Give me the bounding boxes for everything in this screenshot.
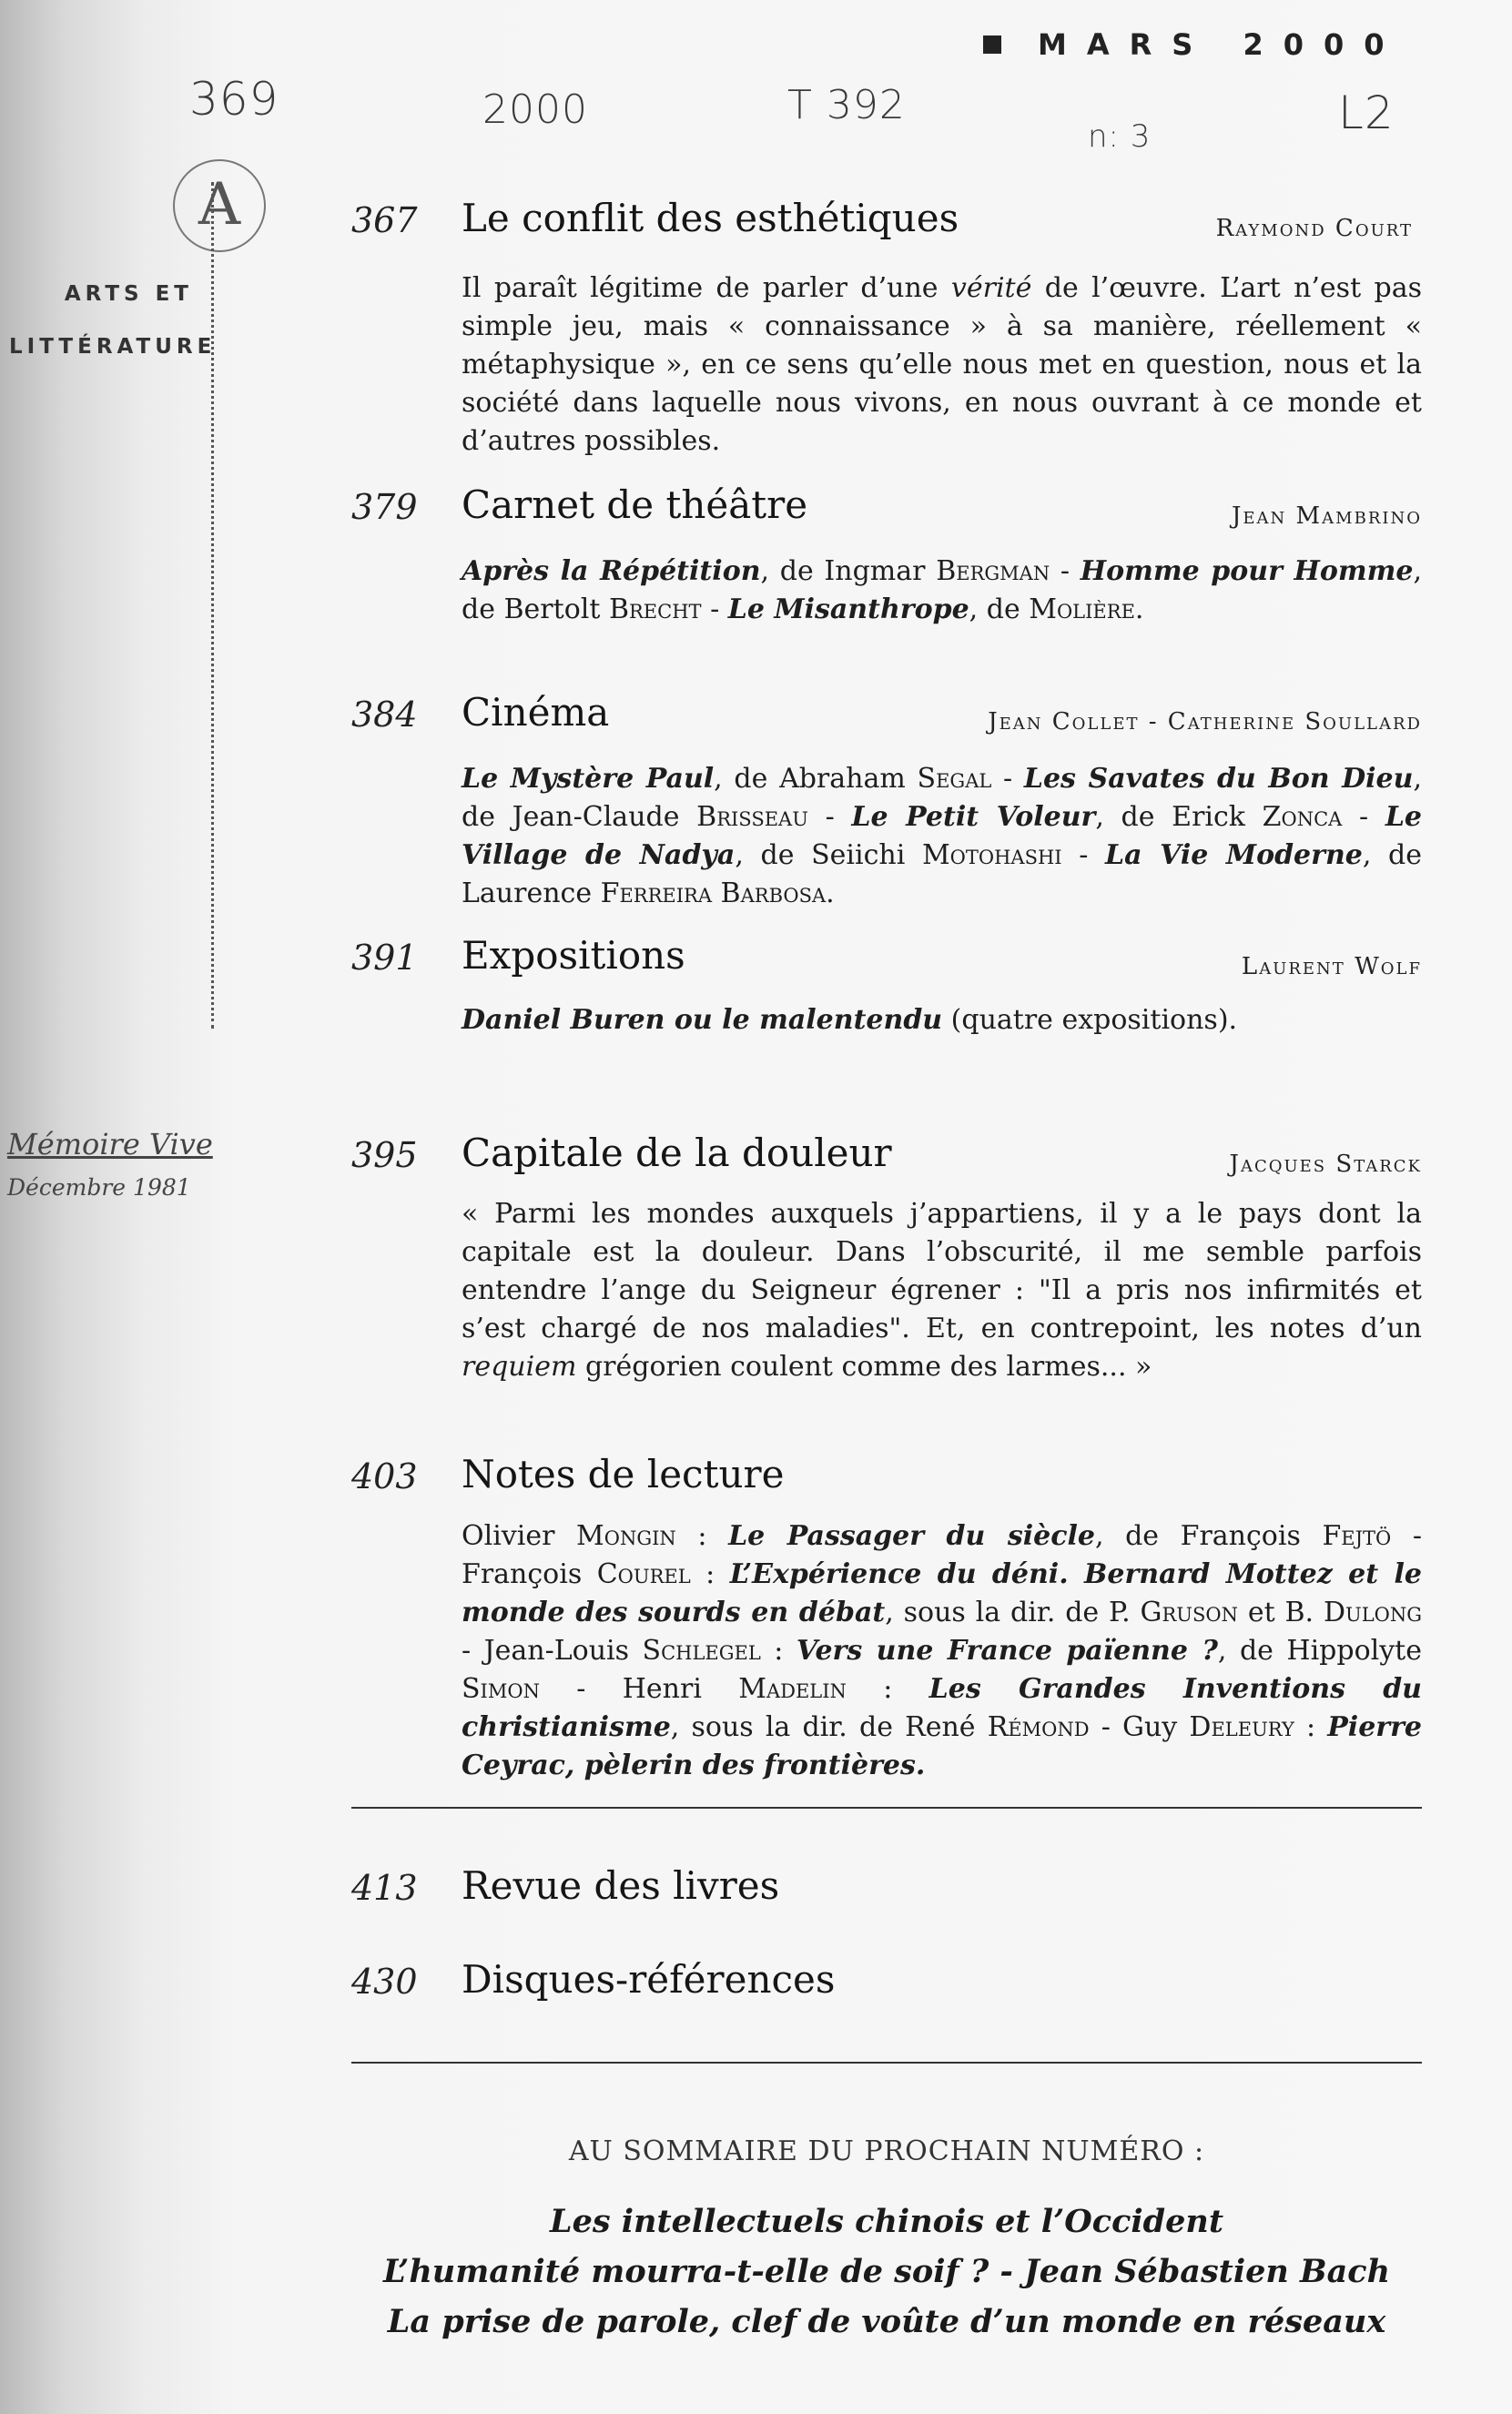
summary-text: « Parmi les mondes auxquels j’appartiens, il y a le pays dont la capitale est la douleur. Dans l’obscurité, il me semble parfois entendre l’ange du Seigneur égrener : "Il a pris nos infirmités et s’est chargé de nos maladies". Et, en contrepoint, les notes d’un: [462, 1198, 1422, 1344]
extra-page: 430: [351, 1962, 418, 2002]
entry-page: 391: [351, 938, 418, 978]
memoire-vive-date: Décembre 1981: [7, 1174, 191, 1201]
summary-text: -: [1050, 555, 1081, 587]
summary-text: , de Hippolyte: [1217, 1635, 1422, 1667]
summary-text: -: [991, 763, 1024, 795]
summary-text: , de Bertolt: [462, 555, 1423, 625]
summary-emphasis: Molière: [1029, 593, 1135, 625]
summary-text: , de Erick: [1095, 801, 1263, 833]
entry-author: Jean Mambrino: [1231, 502, 1422, 530]
summary-emphasis: La Vie Moderne: [1105, 839, 1363, 871]
summary-text: .: [826, 877, 835, 909]
summary-emphasis: Segal: [917, 763, 992, 795]
summary-text: et B.: [1237, 1597, 1324, 1628]
summary-text: de l’œuvre. L’art n’est pas simple jeu, mais « connaissance » à sa manière, réellement « métaphysique », en ce sens qu’elle nous met en question, nous et la société dans laquelle nous vivons, en nous ouvrant à ce monde et d’autres possibles.: [462, 272, 1422, 457]
summary-emphasis: vérité: [950, 272, 1032, 304]
extra-page: 413: [351, 1868, 418, 1908]
summary-emphasis: Brecht: [608, 593, 702, 625]
summary-text: :: [1294, 1711, 1328, 1743]
entry-title: Expositions: [462, 933, 685, 978]
summary-emphasis: Zonca: [1262, 801, 1343, 833]
issue-header: [983, 27, 1405, 62]
summary-text: , de Ingmar: [760, 555, 937, 587]
memoire-vive-title: Mémoire Vive: [7, 1127, 213, 1161]
summary-text: Olivier: [462, 1520, 577, 1552]
summary-emphasis: Mongin: [576, 1520, 676, 1552]
summary-emphasis: Courel: [596, 1558, 691, 1590]
summary-text: Il paraît légitime de parler d’une: [462, 272, 951, 304]
summary-emphasis: Deleury: [1189, 1711, 1294, 1743]
handwritten-note-5: L2: [1338, 86, 1395, 139]
summary-text: -: [1061, 839, 1105, 871]
summary-emphasis: Le Passager du siècle: [728, 1520, 1095, 1552]
entry-title: Cinéma: [462, 690, 610, 735]
summary-emphasis: Madelin: [738, 1673, 847, 1705]
summary-emphasis: Gruson: [1140, 1597, 1238, 1628]
entry-title: Le conflit des esthétiques: [462, 196, 959, 240]
summary-text: -: [1342, 801, 1385, 833]
summary-text: , de Seiichi: [735, 839, 922, 871]
summary-emphasis: Pierre Ceyrac, pèlerin des frontières.: [462, 1711, 1422, 1781]
handwritten-note-4: n: 3: [1088, 118, 1152, 155]
summary-emphasis: Motohashi: [921, 839, 1062, 871]
entry-author: Raymond Court: [1215, 215, 1413, 242]
section-divider: [351, 1807, 1422, 1809]
summary-emphasis: Dulong: [1323, 1597, 1423, 1628]
entry-page: 379: [351, 487, 418, 527]
section-logo: A: [173, 159, 266, 252]
entry-summary: [462, 760, 1422, 913]
entry-title: Capitale de la douleur: [462, 1131, 892, 1175]
entry-title: Notes de lecture: [462, 1452, 785, 1496]
entry-summary: [462, 1001, 1422, 1040]
summary-emphasis: Daniel Buren ou le malentendu: [462, 1004, 943, 1036]
handwritten-note-2: 2000: [482, 86, 588, 133]
summary-emphasis: Schlegel: [642, 1635, 761, 1667]
summary-emphasis: Le Misanthrope: [727, 593, 969, 625]
summary-text: , de Abraham: [714, 763, 918, 795]
summary-text: :: [846, 1673, 929, 1705]
summary-emphasis: Simon: [462, 1673, 540, 1705]
summary-emphasis: Le Petit Voleur: [851, 801, 1096, 833]
summary-text: , de Laurence: [462, 839, 1422, 909]
summary-text: -: [701, 593, 728, 625]
entry-page: 395: [351, 1135, 418, 1175]
entry-title: Carnet de théâtre: [462, 482, 808, 527]
entry-author: Jean Collet - Catherine Soullard: [988, 708, 1422, 735]
sidebar-dotted-rule: [211, 182, 214, 1029]
header-square-icon: [983, 36, 1001, 54]
summary-text: , sous la dir. de René: [670, 1711, 988, 1743]
summary-emphasis: Le Village de Nadya: [462, 801, 1422, 871]
entry-author: Jacques Starck: [1229, 1151, 1422, 1178]
summary-text: grégorien coulent comme des larmes... »: [576, 1351, 1152, 1383]
entry-summary: [462, 1517, 1422, 1785]
entry-page: 384: [351, 695, 418, 735]
next-issue-item: Les intellectuels chinois et l’Occident: [549, 2203, 1224, 2240]
summary-emphasis: requiem: [462, 1351, 577, 1383]
summary-text: , de: [969, 593, 1030, 625]
section-divider: [351, 2062, 1422, 2064]
summary-emphasis: Le Mystère Paul: [462, 763, 715, 795]
summary-emphasis: Brisseau: [696, 801, 808, 833]
summary-text: - François: [462, 1520, 1422, 1590]
extra-title: Revue des livres: [462, 1863, 780, 1908]
next-issue-heading: AU SOMMAIRE DU PROCHAIN NUMÉRO :: [568, 2135, 1205, 2167]
entry-summary: [462, 1195, 1422, 1386]
summary-text: .: [1134, 593, 1144, 625]
summary-text: (quatre expositions).: [942, 1004, 1238, 1036]
section-label-line2: LITTÉRATURE: [9, 335, 217, 359]
summary-text: , sous la dir. de P.: [885, 1597, 1141, 1628]
handwritten-note-1: 369: [189, 73, 279, 126]
summary-emphasis: Les Savates du Bon Dieu: [1023, 763, 1414, 795]
summary-emphasis: Après la Répétition: [462, 555, 761, 587]
summary-text: - Guy: [1089, 1711, 1190, 1743]
section-label-line1: ARTS ET: [64, 282, 193, 306]
entry-author: Laurent Wolf: [1241, 953, 1422, 980]
summary-emphasis: L’Expérience du déni. Bernard Mottez et le monde des sourds en débat: [462, 1558, 1422, 1628]
issue-date: MARS 2000: [1038, 27, 1405, 62]
entry-page: 403: [351, 1456, 418, 1496]
summary-text: - Jean-Louis: [462, 1635, 643, 1667]
summary-text: :: [760, 1635, 797, 1667]
extra-title: Disques-références: [462, 1957, 836, 2002]
summary-emphasis: Rémond: [987, 1711, 1090, 1743]
entry-summary: [462, 269, 1422, 461]
summary-emphasis: Homme pour Homme: [1080, 555, 1414, 587]
next-issue-item: La prise de parole, clef de voûte d’un monde en réseaux: [387, 2303, 1386, 2340]
next-issue-item: L’humanité mourra-t-elle de soif ? - Jean Sébastien Bach: [382, 2253, 1391, 2290]
summary-emphasis: Fejtö: [1322, 1520, 1392, 1552]
summary-emphasis: Vers une France païenne ?: [796, 1635, 1218, 1667]
summary-text: :: [690, 1558, 730, 1590]
summary-emphasis: Ferreira Barbosa: [600, 877, 827, 909]
entry-summary: [462, 553, 1422, 629]
handwritten-note-3: T 392: [787, 82, 906, 128]
summary-text: - Henri: [539, 1673, 739, 1705]
summary-emphasis: Bergman: [936, 555, 1050, 587]
summary-text: :: [675, 1520, 729, 1552]
summary-text: -: [807, 801, 852, 833]
summary-text: , de Jean-Claude: [462, 763, 1422, 833]
entry-page: 367: [351, 200, 418, 240]
summary-text: , de François: [1094, 1520, 1323, 1552]
summary-emphasis: Les Grandes Inventions du christianisme: [462, 1673, 1422, 1743]
